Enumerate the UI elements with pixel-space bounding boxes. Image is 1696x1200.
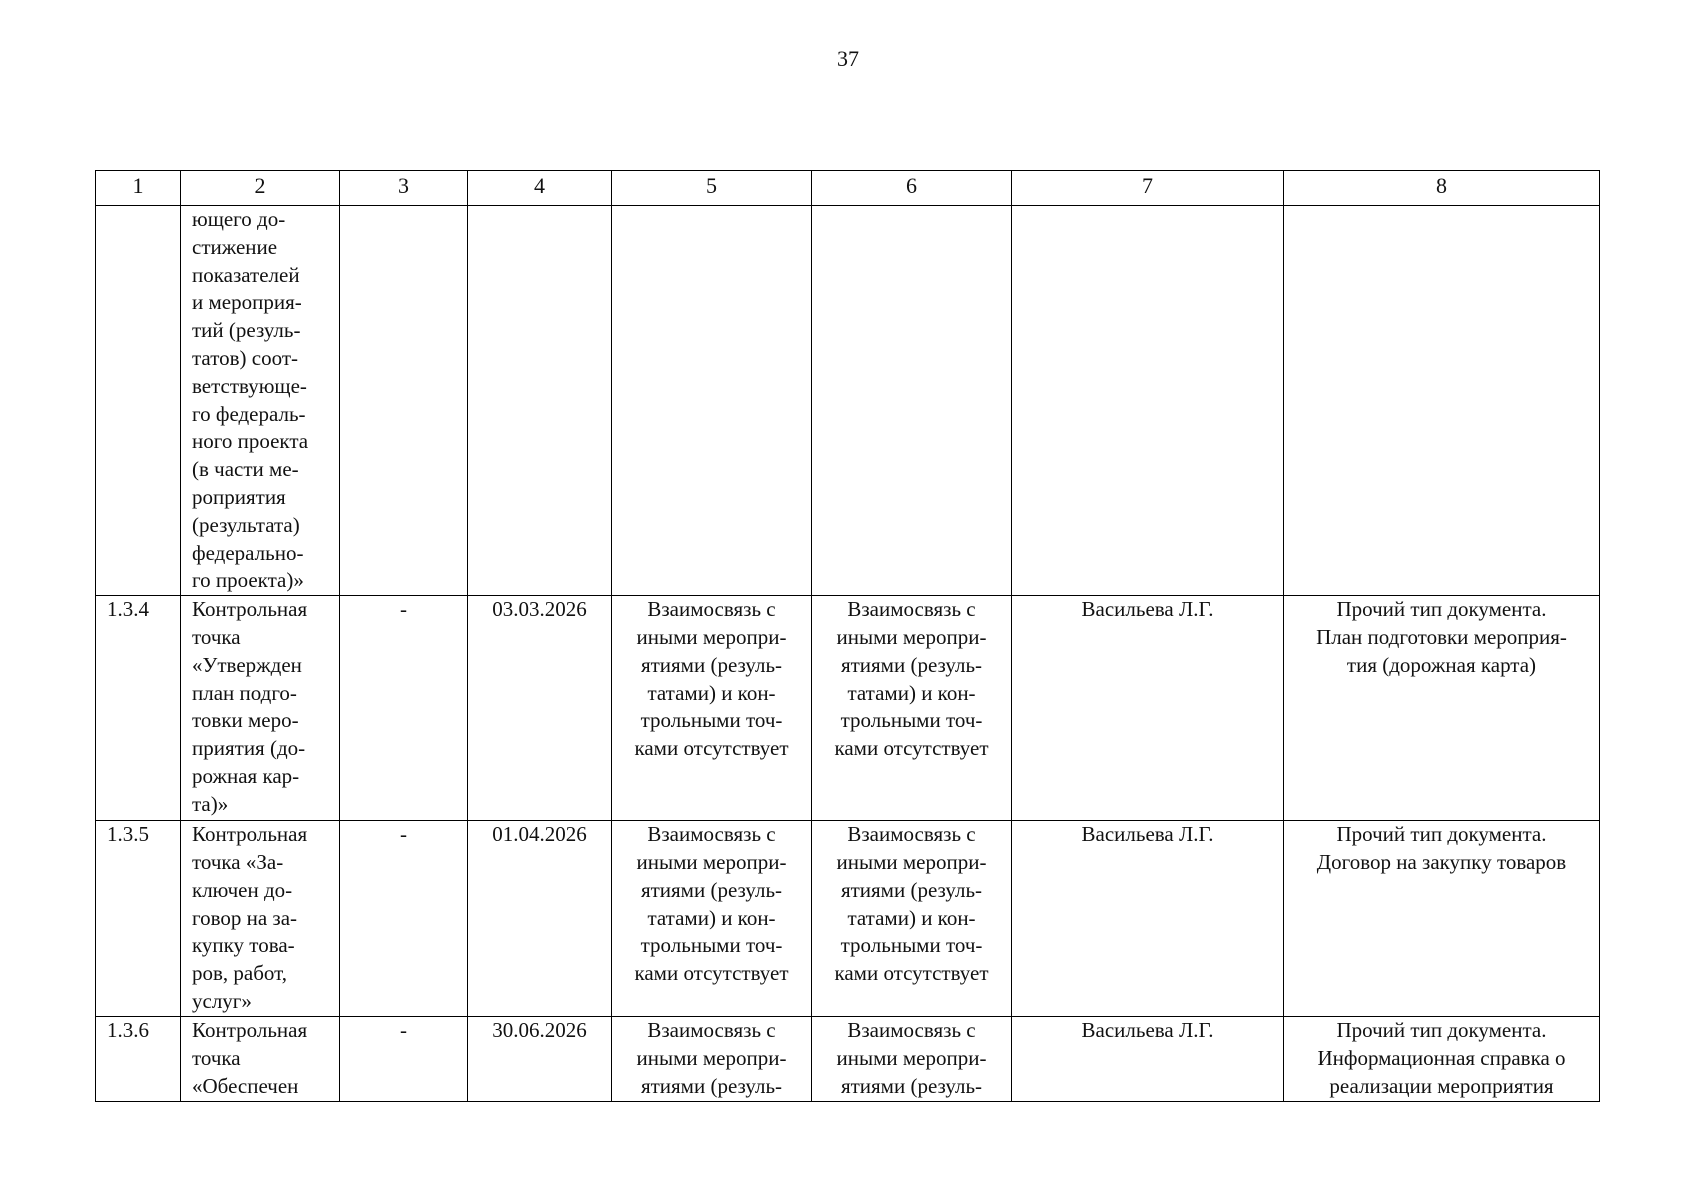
cell-num bbox=[96, 206, 181, 596]
cell-doc-text: Прочий тип документа. План подготовки мероприя- тия (дорожная карта) bbox=[1316, 597, 1567, 677]
column-header-3: 3 bbox=[340, 171, 468, 206]
cell-rel6-text: Взаимосвязь с иными меропри- ятиями (резуль- татами) и кон- трольными точ- ками отсутствует bbox=[834, 822, 989, 986]
table-row bbox=[96, 596, 1600, 821]
cell-rel6 bbox=[812, 596, 1012, 821]
cell-rel5-text: Взаимосвязь с иными меропри- ятиями (резуль- татами) и кон- трольными точ- ками отсутствует bbox=[634, 822, 789, 986]
cell-name-text: Контрольная точка «Обеспечен bbox=[192, 1018, 308, 1098]
cell-rel5 bbox=[612, 821, 812, 1017]
column-header-4: 4 bbox=[468, 171, 612, 206]
cell-doc bbox=[1284, 206, 1600, 596]
cell-col3: - bbox=[340, 596, 468, 821]
cell-name-text: Контрольная точка «Утвержден план подго- товки меро- приятия (до- рожная кар- та)» bbox=[192, 597, 308, 816]
cell-responsible: Васильева Л.Г. bbox=[1012, 1017, 1284, 1101]
column-header-8: 8 bbox=[1284, 171, 1600, 206]
table-row-continuation bbox=[96, 206, 1600, 596]
cell-name-text: ющего до- стижение показателей и мероприя- тий (резуль- татов) соот- ветствующе- го федераль- ного проекта (в части ме- роприятия (результата) федерально- го проекта)» bbox=[192, 207, 309, 593]
cell-rel6-text: Взаимосвязь с иными меропри- ятиями (резуль- bbox=[836, 1018, 987, 1098]
cell-rel5-text: Взаимосвязь с иными меропри- ятиями (резуль- татами) и кон- трольными точ- ками отсутствует bbox=[634, 597, 789, 761]
table-row bbox=[96, 1017, 1600, 1101]
column-header-1: 1 bbox=[96, 171, 181, 206]
column-header-7: 7 bbox=[1012, 171, 1284, 206]
cell-col3: - bbox=[340, 1017, 468, 1101]
column-header-2: 2 bbox=[181, 171, 340, 206]
page-number: 37 bbox=[837, 46, 859, 71]
cell-rel5 bbox=[612, 206, 812, 596]
column-number-row bbox=[96, 171, 1600, 206]
cell-date: 03.03.2026 bbox=[468, 596, 612, 821]
cell-name bbox=[181, 821, 340, 1017]
cell-responsible: Васильева Л.Г. bbox=[1012, 596, 1284, 821]
cell-name bbox=[181, 206, 340, 596]
cell-rel5-text: Взаимосвязь с иными меропри- ятиями (резуль- bbox=[636, 1018, 787, 1098]
cell-doc bbox=[1284, 596, 1600, 821]
cell-doc-text: Прочий тип документа. Информационная справка о реализации мероприятия bbox=[1317, 1018, 1566, 1098]
cell-name-text: Контрольная точка «За- ключен до- говор на за- купку това- ров, работ, услуг» bbox=[192, 822, 308, 1013]
cell-rel6 bbox=[812, 1017, 1012, 1101]
cell-rel6-text: Взаимосвязь с иными меропри- ятиями (резуль- татами) и кон- трольными точ- ками отсутствует bbox=[834, 597, 989, 761]
cell-doc-text: Прочий тип документа. Договор на закупку товаров bbox=[1316, 822, 1567, 874]
cell-responsible bbox=[1012, 206, 1284, 596]
cell-date bbox=[468, 206, 612, 596]
column-header-6: 6 bbox=[812, 171, 1012, 206]
cell-responsible: Васильева Л.Г. bbox=[1012, 821, 1284, 1017]
cell-num: 1.3.4 bbox=[96, 596, 181, 821]
milestones-table bbox=[95, 170, 1600, 1102]
table-row bbox=[96, 821, 1600, 1017]
cell-rel6 bbox=[812, 206, 1012, 596]
cell-name bbox=[181, 596, 340, 821]
cell-rel6 bbox=[812, 821, 1012, 1017]
column-header-5: 5 bbox=[612, 171, 812, 206]
cell-rel5 bbox=[612, 596, 812, 821]
cell-date: 30.06.2026 bbox=[468, 1017, 612, 1101]
cell-name bbox=[181, 1017, 340, 1101]
cell-col3 bbox=[340, 206, 468, 596]
cell-num: 1.3.6 bbox=[96, 1017, 181, 1101]
cell-col3: - bbox=[340, 821, 468, 1017]
cell-rel5 bbox=[612, 1017, 812, 1101]
cell-doc bbox=[1284, 1017, 1600, 1101]
cell-doc bbox=[1284, 821, 1600, 1017]
cell-num: 1.3.5 bbox=[96, 821, 181, 1017]
cell-date: 01.04.2026 bbox=[468, 821, 612, 1017]
